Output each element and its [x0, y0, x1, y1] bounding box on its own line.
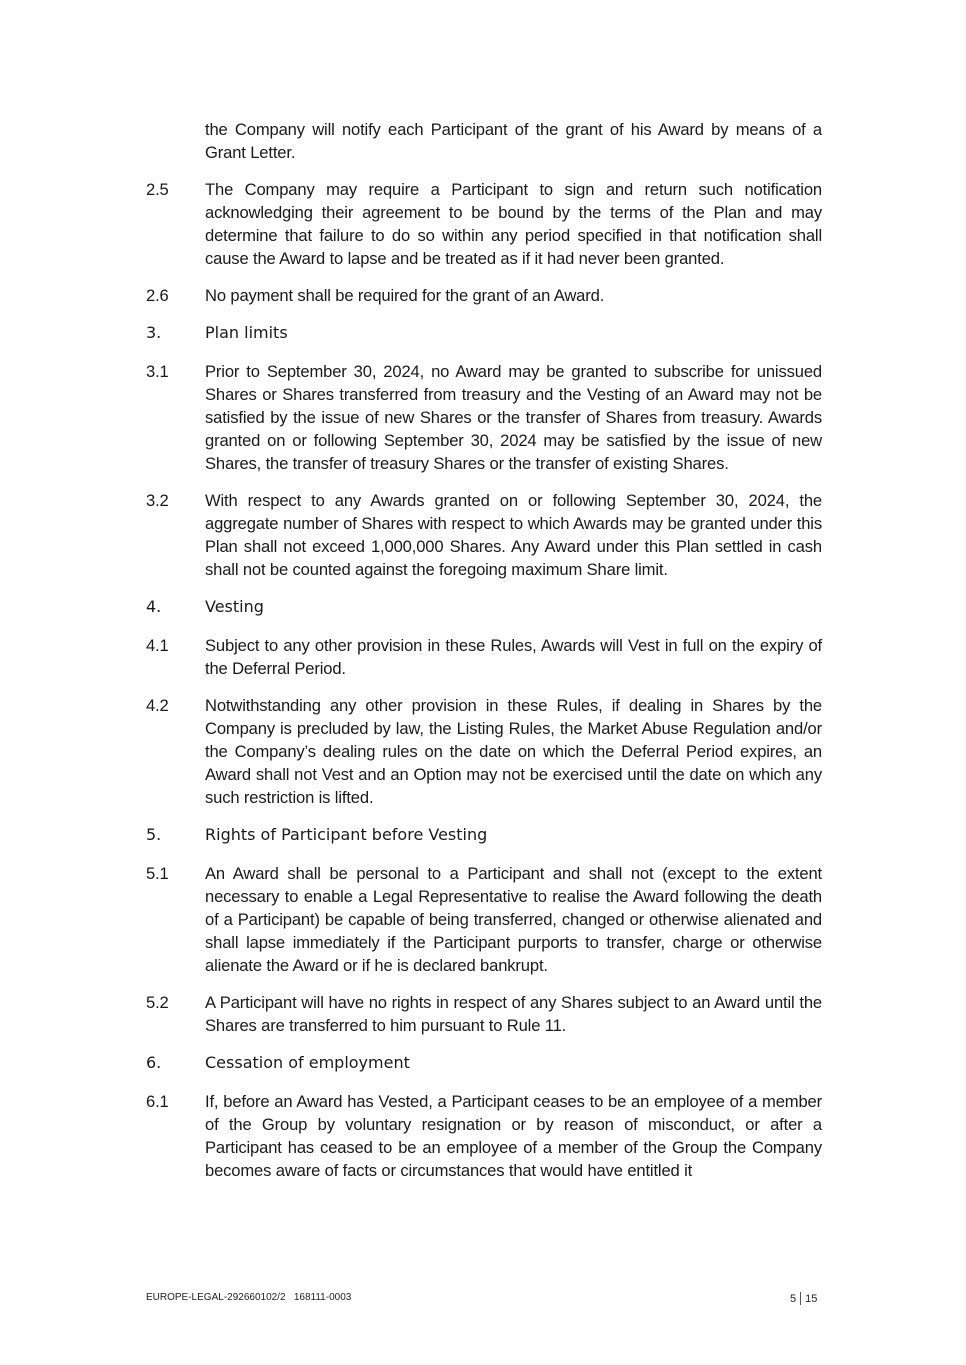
clause-number: 2.6: [146, 286, 169, 305]
clause-number: 5.1: [146, 864, 169, 883]
section-heading-5: [146, 823, 822, 846]
clause-4-1: [146, 634, 822, 680]
clause-5-2: [146, 991, 822, 1037]
clause-text: Subject to any other provision in these Rules, Awards will Vest in full on the expiry of the Deferral Period.: [205, 636, 822, 678]
clause-number: 5.2: [146, 993, 169, 1012]
clause-text: With respect to any Awards granted on or following September 30, 2024, the aggregate number of Shares with respect to which Awards may be granted under this Plan shall not exceed 1,000,000 Shares. Any Award under this Plan settled in cash shall not be counted against the foregoing maximum Share limit.: [205, 491, 822, 579]
paragraph-text: the Company will notify each Participant of the grant of his Award by means of a Grant Letter.: [205, 120, 822, 162]
clause-text: No payment shall be required for the grant of an Award.: [205, 286, 605, 305]
section-title: Plan limits: [205, 323, 288, 342]
clause-number: 4.2: [146, 696, 169, 715]
page-separator: [800, 1292, 801, 1305]
clause-2-5: [146, 178, 822, 270]
clause-3-1: [146, 360, 822, 475]
section-number: 3.: [146, 323, 162, 342]
clause-4-2: [146, 694, 822, 809]
footer-document-reference: EUROPE-LEGAL-292660102/2 168111-0003: [146, 1292, 352, 1303]
section-number: 6.: [146, 1053, 162, 1072]
document-body: [146, 118, 822, 1196]
section-title: Cessation of employment: [205, 1053, 410, 1072]
clause-text: If, before an Award has Vested, a Participant ceases to be an employee of a member of the Group by voluntary resignation or by reason of misconduct, or after a Participant has ceased to be an employee of a member of the Group the Company becomes aware of facts or circumstances that would have entitled it: [205, 1092, 822, 1180]
clause-text: A Participant will have no rights in respect of any Shares subject to an Award until the Shares are transferred to him pursuant to Rule 11.: [205, 993, 822, 1035]
paragraph-intro: [146, 118, 822, 164]
clause-5-1: [146, 862, 822, 977]
clause-2-6: [146, 284, 822, 307]
section-heading-6: [146, 1051, 822, 1074]
section-number: 5.: [146, 825, 162, 844]
clause-3-2: [146, 489, 822, 581]
clause-text: Notwithstanding any other provision in these Rules, if dealing in Shares by the Company is precluded by law, the Listing Rules, the Market Abuse Regulation and/or the Company’s dealing rules on the date on which the Deferral Period expires, an Award shall not Vest and an Option may not be exercised until the date on which any such restriction is lifted.: [205, 696, 822, 807]
clause-text: Prior to September 30, 2024, no Award may be granted to subscribe for unissued Shares or Shares transferred from treasury and the Vesting of an Award may not be satisfied by the issue of new Shares or the transfer of Shares from treasury. Awards granted on or following September 30, 2024 may be satisfied by the issue of new Shares, the transfer of treasury Shares or the transfer of existing Shares.: [205, 362, 822, 473]
clause-number: 6.1: [146, 1092, 169, 1111]
clause-6-1: [146, 1090, 822, 1182]
clause-text: An Award shall be personal to a Participant and shall not (except to the extent necessary to enable a Legal Representative to realise the Award following the death of a Participant) be capable of being transferred, changed or otherwise alienated and shall lapse immediately if the Participant purports to transfer, charge or otherwise alienate the Award or if he is declared bankrupt.: [205, 864, 822, 975]
clause-number: 4.1: [146, 636, 169, 655]
clause-text: The Company may require a Participant to sign and return such notification acknowledging their agreement to be bound by the terms of the Plan and may determine that failure to do so within any period specified in that notification shall cause the Award to lapse and be treated as if it had never been granted.: [205, 180, 822, 268]
clause-number: 3.2: [146, 491, 169, 510]
clause-number: 3.1: [146, 362, 169, 381]
section-heading-3: [146, 321, 822, 344]
section-title: Rights of Participant before Vesting: [205, 825, 488, 844]
section-number: 4.: [146, 597, 162, 616]
page-current: 5: [790, 1292, 797, 1305]
section-title: Vesting: [205, 597, 264, 616]
page-total: 15: [805, 1292, 818, 1305]
footer-page-number: [790, 1292, 817, 1305]
section-heading-4: [146, 595, 822, 618]
clause-number: 2.5: [146, 180, 169, 199]
